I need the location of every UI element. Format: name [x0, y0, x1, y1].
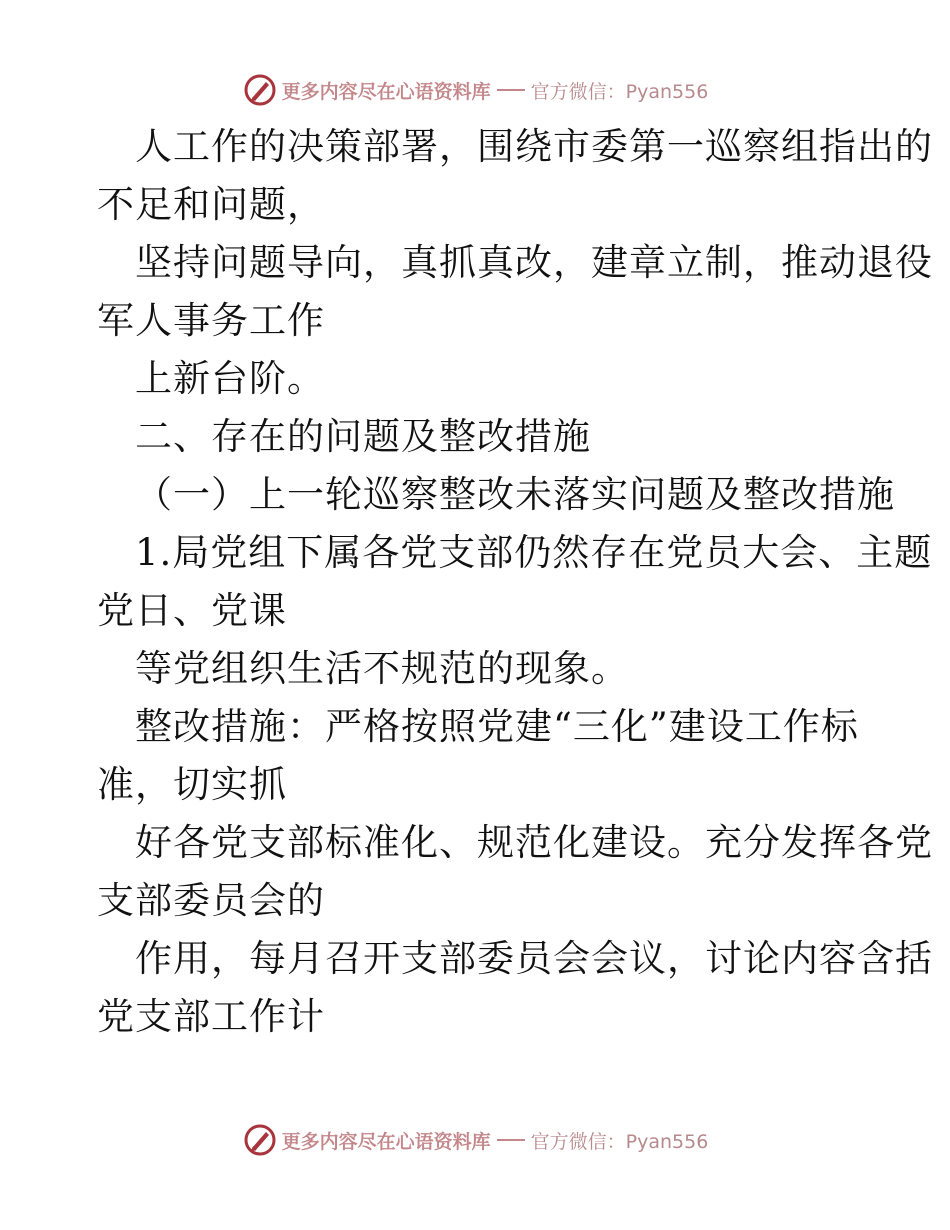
- text-line: 1.局党组下属各党支部仍然存在党员大会、主题: [135, 531, 933, 574]
- text-line: 党支部工作计: [97, 995, 325, 1038]
- pen-logo-icon: [242, 72, 278, 108]
- text-line: 党日、党课: [97, 589, 287, 632]
- text-line: 整改措施：严格按照党建“三化”建设工作标: [135, 705, 859, 748]
- text-line: 军人事务工作: [97, 299, 325, 342]
- text-line: 二、存在的问题及整改措施: [135, 415, 591, 458]
- text-line: 支部委员会的: [97, 879, 325, 922]
- text-line: （一）上一轮巡察整改未落实问题及整改措施: [135, 473, 895, 516]
- text-line: 等党组织生活不规范的现象。: [135, 647, 629, 690]
- watermark-dash: [497, 1139, 525, 1141]
- text-line: 作用，每月召开支部委员会会议，讨论内容含括: [135, 937, 933, 980]
- watermark-brand: 更多内容尽在心语资料库: [281, 80, 491, 103]
- text-line: 上新台阶。: [135, 357, 325, 400]
- text-line: 准，切实抓: [97, 763, 287, 806]
- text-line: 好各党支部标准化、规范化建设。充分发挥各党: [135, 821, 933, 864]
- watermark-dash: [497, 89, 525, 91]
- watermark-contact: 官方微信：Pyan556: [530, 1130, 709, 1153]
- watermark-contact: 官方微信：Pyan556: [530, 80, 709, 103]
- header-watermark: [0, 70, 950, 110]
- text-line: 坚持问题导向，真抓真改，建章立制，推动退役: [135, 241, 933, 284]
- pen-logo-icon: [242, 1122, 278, 1158]
- text-line: 不足和问题，: [97, 183, 325, 226]
- footer-watermark: [0, 1120, 950, 1160]
- watermark-brand: 更多内容尽在心语资料库: [281, 1130, 491, 1153]
- document-body: [97, 118, 933, 1046]
- text-line: 人工作的决策部署，围绕市委第一巡察组指出的: [135, 125, 933, 168]
